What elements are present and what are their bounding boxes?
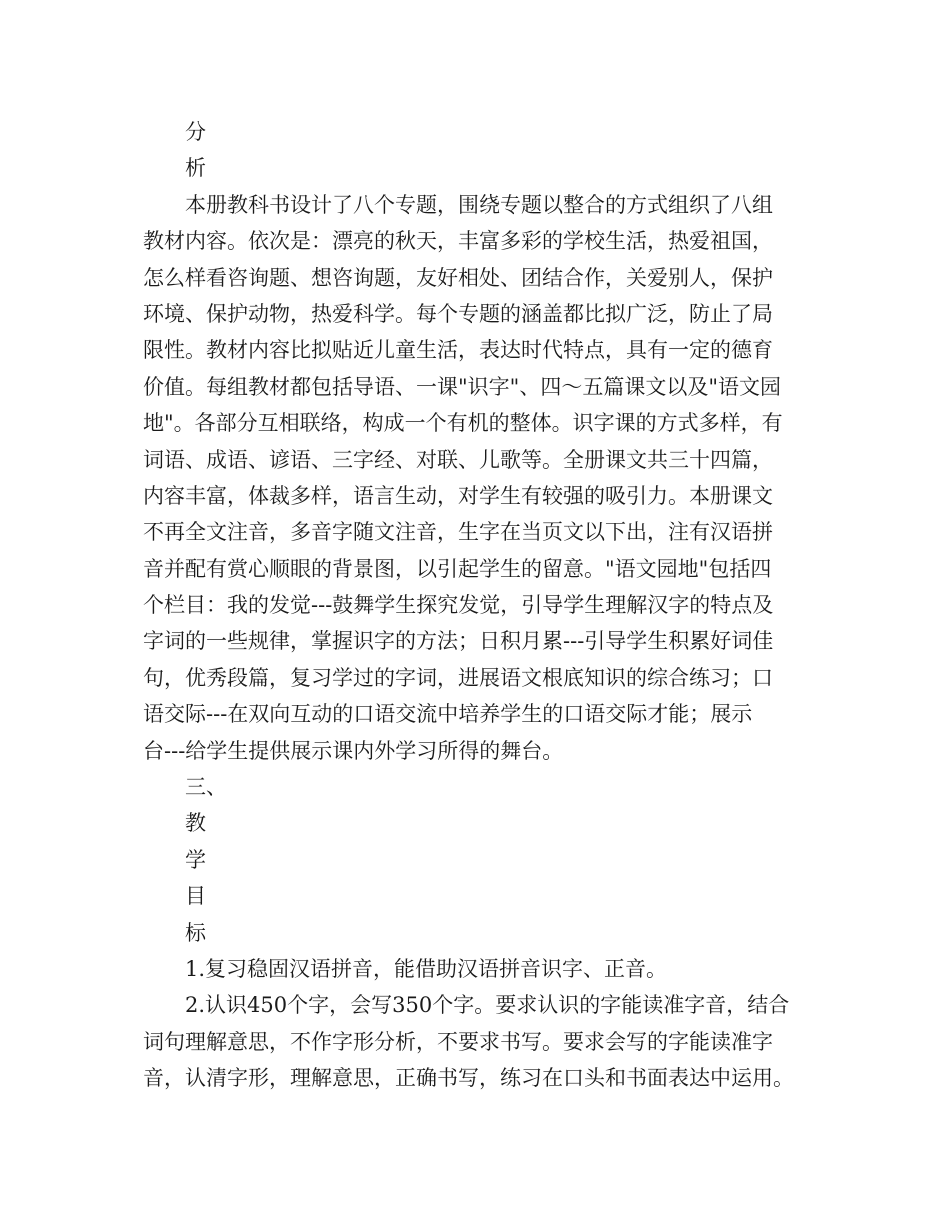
- heading-goals-char: 教: [185, 811, 206, 836]
- paragraph-line: 个栏目：我的发觉---鼓舞学生探究发觉，引导学生理解汉字的特点及: [143, 593, 774, 618]
- paragraph-line: 教材内容。依次是：漂亮的秋天，丰富多彩的学校生活，热爱祖国，: [143, 229, 773, 254]
- paragraph-line: 限性。教材内容比拟贴近儿童生活，表达时代特点，具有一定的德育: [143, 338, 773, 363]
- goal-1-line: 1.复习稳固汉语拼音，能借助汉语拼音识字、正音。: [185, 956, 668, 981]
- heading-goals-char: 标: [185, 920, 206, 945]
- goal-2-line: 词句理解意思，不作字形分析，不要求书写。要求会写的字能读准字: [143, 1029, 773, 1054]
- goal-2-line: 2.认识450个字，会写350个字。要求认识的字能读准字音，结合: [185, 993, 790, 1018]
- heading-goals-char: 学: [185, 847, 206, 872]
- heading-goals-char: 三、: [185, 775, 227, 800]
- paragraph-line: 地"。各部分互相联络，构成一个有机的整体。识字课的方式多样，有: [143, 411, 783, 436]
- paragraph-line: 台---给学生提供展示课内外学习所得的舞台。: [143, 738, 564, 763]
- paragraph-analysis: [143, 187, 813, 769]
- goal-2-paragraph: [143, 987, 813, 1096]
- heading-goals-char: 目: [185, 884, 206, 909]
- paragraph-line: 怎么样看咨询题、想咨询题，友好相处、团结合作，关爱别人，保护: [143, 265, 773, 290]
- paragraph-line: 本册教科书设计了八个专题，围绕专题以整合的方式组织了八组: [185, 192, 773, 217]
- paragraph-line: 内容丰富，体裁多样，语言生动，对学生有较强的吸引力。本册课文: [143, 483, 773, 508]
- paragraph-line: 字词的一些规律，掌握识字的方法；日积月累---引导学生积累好词佳: [143, 629, 774, 654]
- heading-analysis-char: 析: [185, 156, 206, 181]
- paragraph-line: 句，优秀段篇，复习学过的字词，进展语文根底知识的综合练习；口: [143, 665, 773, 690]
- paragraph-line: 价值。每组教材都包括导语、一课"识字"、四～五篇课文以及"语文园: [143, 374, 781, 399]
- document-page: [143, 114, 813, 1097]
- paragraph-line: 不再全文注音，多音字随文注音，生字在当页文以下出，注有汉语拼: [143, 520, 773, 545]
- paragraph-line: 语交际---在双向互动的口语交流中培养学生的口语交际才能；展示: [143, 702, 753, 727]
- paragraph-line: 环境、保护动物，热爱科学。每个专题的涵盖都比拟广泛，防止了局: [143, 301, 773, 326]
- heading-analysis-char: 分: [185, 120, 206, 144]
- goal-2-line: 音，认清字形，理解意思，正确书写，练习在口头和书面表达中运用。: [143, 1066, 794, 1091]
- paragraph-line: 词语、成语、谚语、三字经、对联、儿歌等。全册课文共三十四篇，: [143, 447, 773, 472]
- paragraph-line: 音并配有赏心顺眼的背景图，以引起学生的留意。"语文园地"包括四: [143, 556, 772, 581]
